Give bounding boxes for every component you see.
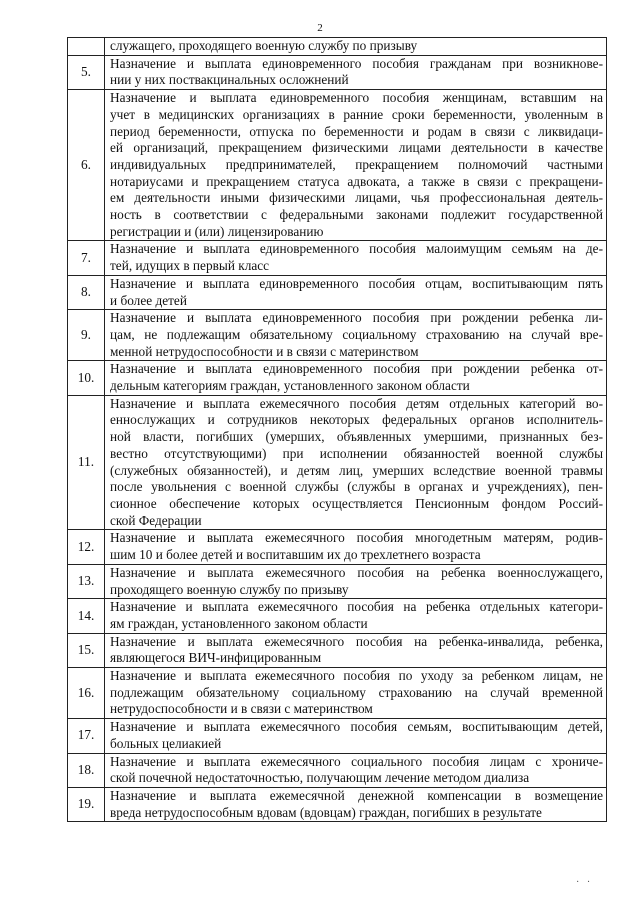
description-line: ям граждан, установленного законом области [110,615,368,631]
description-line: Назначение и выплата ежемесячного пособия семьям, воспитывающим детей, [110,719,603,735]
row-number: 14. [68,599,105,633]
description-line: регистрации и (или) лицензированию [110,223,324,239]
description-line: вестно отсутствующими) при исполнении обязанностей военной службы [110,445,603,461]
description-line: Назначение и выплата ежемесячного пособия по уходу за ребенком лицам, не [110,668,603,684]
row-number: 10. [68,361,105,395]
table-row [68,599,607,633]
table-row [68,90,607,241]
description-line: ной власти, погибших (умерших, объявленных умершими, признанных без- [110,429,603,445]
description-line: служащего, проходящего военную службу по призыву [110,38,418,53]
table-row [68,55,607,89]
row-number: 9. [68,310,105,361]
description-line: Назначение и выплата единовременного пособия отцам, воспитывающим пять [110,275,603,291]
description-line: ской Федерации [110,512,202,528]
description-line: Назначение и выплата ежемесячного пособия на ребенка военнослужащего, [110,564,603,580]
description-line: ей организаций, прекращением физическими лицами деятельности в качестве [110,140,603,156]
service-description [105,275,607,309]
description-line: менной нетрудоспособности и в связи с материнством [110,343,419,359]
description-line: шим 10 и более детей и воспитавшим их до трехлетнего возраста [110,547,481,563]
description-line: индивидуальных предпринимателей, прекращением полномочий частными [110,156,603,172]
description-line: Назначение и выплата ежемесячного пособия детям отдельных категорий во- [110,395,603,411]
description-line: учет в медицинских организациях в ранние сроки беременности, уволенным в [110,106,603,122]
service-description [105,530,607,564]
service-description [105,90,607,241]
service-description [105,38,607,56]
row-number: 16. [68,668,105,719]
row-number: 15. [68,633,105,667]
description-line: нетрудоспособности и в связи с материнством [110,701,373,717]
description-line: Назначение и выплата единовременного пособия малоимущим семьям на де- [110,241,603,257]
description-line: нотариусами и прекращением статуса адвоката, а также в связи с прекращени- [110,173,603,189]
service-description [105,361,607,395]
service-description [105,310,607,361]
row-number: 13. [68,564,105,598]
description-line: Назначение и выплата ежемесячного пособия на ребенка-инвалида, ребенка, [110,633,603,649]
description-line: подлежащим обязательному социальному страхованию на случай временной [110,684,603,700]
service-description [105,668,607,719]
description-line: и более детей [110,292,187,308]
table-row [68,38,607,56]
description-line: еннослужащих и сотрудников некоторых федеральных органов исполнитель- [110,412,603,428]
description-line: период беременности, отпуска по беременности и родам в связи с ликвидаци- [110,123,603,139]
table-row [68,275,607,309]
service-description [105,395,607,530]
service-description [105,564,607,598]
table-row [68,530,607,564]
description-line: ем деятельности иными физическими лицами, чья профессиональная деятель- [110,190,603,206]
table-row [68,787,607,821]
service-description [105,633,607,667]
description-line: тей, идущих в первый класс [110,258,270,274]
row-number: 8. [68,275,105,309]
services-table [67,37,607,822]
description-line: Назначение и выплата единовременного пособия при рождении ребенка ли- [110,310,603,326]
row-number: 5. [68,55,105,89]
service-description [105,599,607,633]
table-row [68,564,607,598]
row-number: 18. [68,753,105,787]
service-description [105,55,607,89]
row-number: 19. [68,787,105,821]
description-line: после увольнения с военной службы (службы в органах и учреждениях), пен- [110,479,603,495]
description-line: Назначение и выплата ежемесячного социального пособия лицам с хрониче- [110,753,603,769]
description-line: ность в соответствии с федеральными законами подлежит государственной [110,207,603,223]
table-row [68,633,607,667]
description-line: сионное обеспечение которых осуществляется Пенсионным фондом Россий- [110,495,603,511]
description-line: являющегося ВИЧ-инфицированным [110,650,322,666]
row-number: 6. [68,90,105,241]
description-line: Назначение и выплата ежемесячной денежной компенсации в возмещение [110,787,603,803]
table-row [68,753,607,787]
description-line: Назначение и выплата ежемесячного пособия многодетным матерям, родив- [110,530,603,546]
description-line: дельным категориям граждан, установленного законом области [110,378,470,394]
service-description [105,719,607,753]
table-row [68,310,607,361]
description-line: Назначение и выплата единовременного пособия гражданам при возникнове- [110,55,603,71]
table-row [68,361,607,395]
description-line: цам, не подлежащим обязательному социальному страхованию на случай вре- [110,326,603,342]
description-line: Назначение и выплата ежемесячного пособия на ребенка отдельных категори- [110,599,603,615]
scan-artifact-dots: · · [576,877,591,888]
service-description [105,753,607,787]
description-line: больных целиакией [110,735,222,751]
services-table-body [68,38,607,822]
table-row [68,719,607,753]
row-number [68,38,105,56]
description-line: нии у них поствакцинальных осложнений [110,72,349,88]
row-number: 17. [68,719,105,753]
service-description [105,787,607,821]
description-line: проходящего военную службу по призыву [110,581,349,597]
row-number: 7. [68,241,105,275]
table-row [68,395,607,530]
description-line: Назначение и выплата единовременного пособия женщинам, вставшим на [110,90,603,106]
description-line: (служебных обязанностей), и детям лиц, умерших вследствие военной травмы [110,462,603,478]
description-line: ской почечной недостаточностью, получающим лечение методом диализа [110,770,530,786]
description-line: вреда нетрудоспособным вдовам (вдовцам) граждан, погибших в результате [110,804,542,820]
page-number: 2 [317,22,323,34]
row-number: 12. [68,530,105,564]
description-line: Назначение и выплата единовременного пособия при рождении ребенка от- [110,361,603,377]
table-row [68,241,607,275]
service-description [105,241,607,275]
table-row [68,668,607,719]
row-number: 11. [68,395,105,530]
